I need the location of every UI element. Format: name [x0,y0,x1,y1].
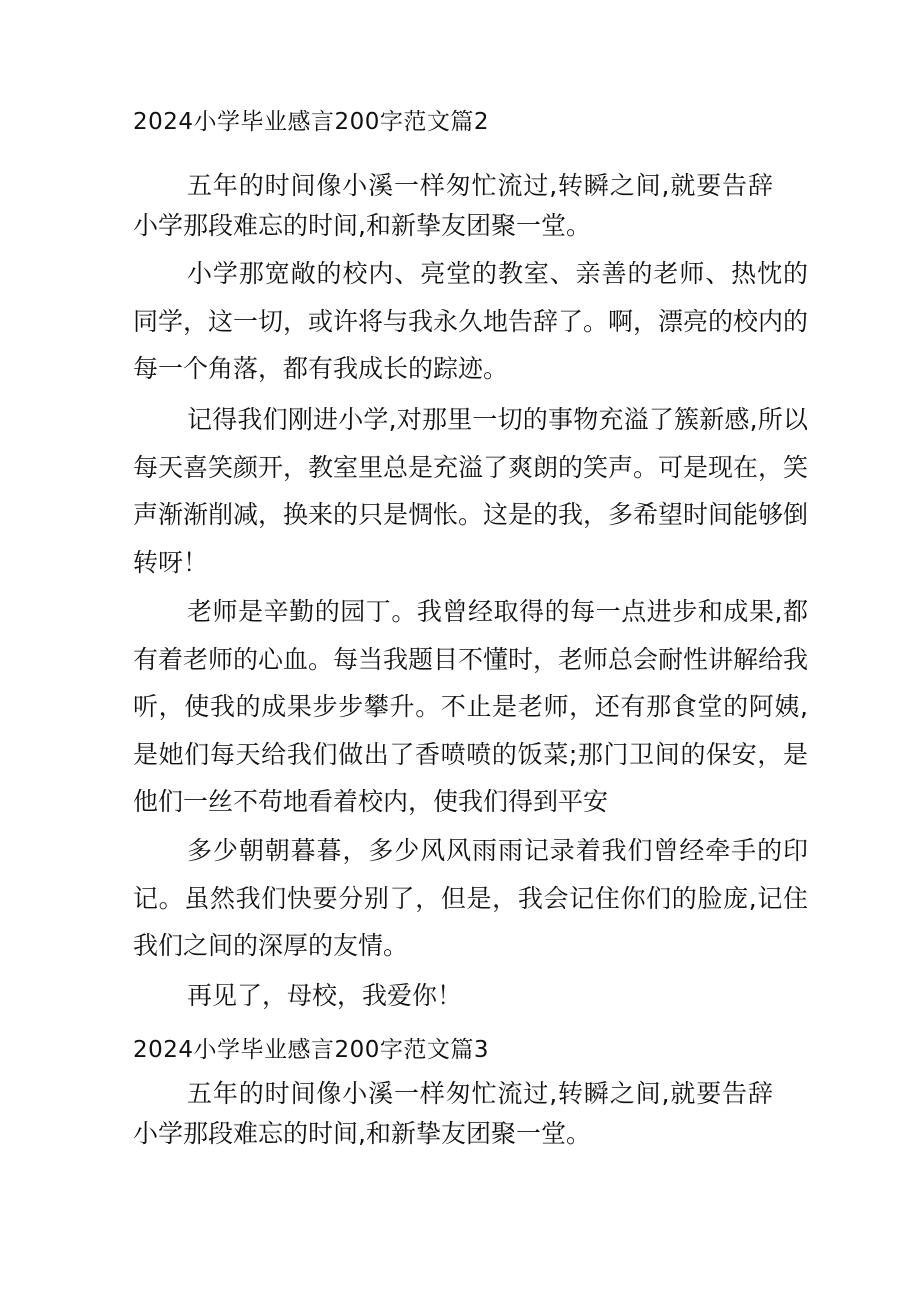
section-2-paragraph-4: 老师是辛勤的园丁。我曾经取得的每一点进步和成果,都有着老师的心血。每当我题目不懂时，老师总会耐性讲解给我听，使我的成果步步攀升。不止是老师，还有那食堂的阿姨,是她们每天给我们做出了香喷喷的饭菜;那门卫间的保安，是他们一丝不苟地看着校内，使我们得到平安 [133,597,809,816]
section-2-paragraph-2: 小学那宽敞的校内、亮堂的教室、亲善的老师、热忱的同学，这一切，或许将与我永久地告辞了。啊，漂亮的校内的每一个角落，都有我成长的踪迹。 [133,259,809,383]
section-2-title: 2024小学毕业感言200字范文篇2 [133,109,490,135]
section-3-paragraph-1: 五年的时间像小溪一样匆忙流过,转瞬之间,就要告辞小学那段难忘的时间,和新挚友团聚一堂。 [133,1079,773,1148]
section-2-paragraph-1: 五年的时间像小溪一样匆忙流过,转瞬之间,就要告辞小学那段难忘的时间,和新挚友团聚一堂。 [133,171,773,240]
section-2-paragraph-6: 再见了，母校，我爱你！ [187,981,463,1010]
section-3-title: 2024小学毕业感言200字范文篇3 [133,1037,490,1063]
section-2-paragraph-5: 多少朝朝暮暮，多少风风雨雨记录着我们曾经牵手的印记。虽然我们快要分别了，但是，我会记住你们的脸庞,记住我们之间的深厚的友情。 [133,836,808,960]
section-2-paragraph-3: 记得我们刚进小学,对那里一切的事物充溢了簇新感,所以每天喜笑颜开，教室里总是充溢了爽朗的笑声。可是现在，笑声渐渐削减，换来的只是惆怅。这是的我，多希望时间能够倒转呀！ [133,405,809,577]
